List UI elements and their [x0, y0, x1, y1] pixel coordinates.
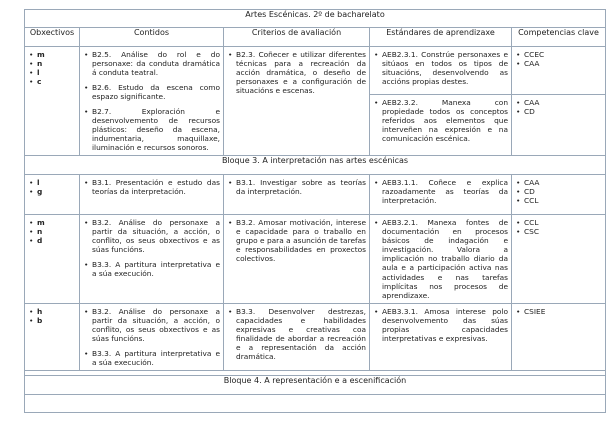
criterion-item: • B3.1. Investigar sobre as teorías da interpretación. — [228, 178, 366, 196]
empty-row — [25, 394, 606, 412]
criterion-item: • B3.2. Amosar motivación, interese e capacidade para o traballo en grupo e para a asunción de tarefas e responsabilidades en proxectos colectivos. — [228, 218, 366, 263]
competences-cell — [512, 94, 606, 156]
block-heading: Bloque 3. A interpretación nas artes escénicas — [25, 156, 606, 175]
contents-cell — [80, 47, 224, 156]
criteria-cell — [224, 303, 370, 370]
competence-item: • CCL — [516, 218, 602, 227]
competences-cell — [512, 303, 606, 370]
content-item: • B3.3. A partitura interpretativa e a súa execución. — [84, 260, 220, 278]
table-row — [25, 47, 606, 95]
objective-item: • m — [29, 50, 76, 59]
criterion-item: • B3.3. Desenvolver destrezas, capacidades e habilidades expresivas e creativas coa finalidade de abordar a recreación e a representación da acción dramática. — [228, 307, 366, 361]
standard-item: • AEB2.3.2. Manexa con propiedade todos os conceptos referidos aos elementos que interveñen na expresión e na comunicación escénica. — [374, 98, 508, 143]
objective-item: • h — [29, 307, 76, 316]
content-item: • B2.5. Análise do rol e do personaxe: da conduta dramática á conduta teatral. — [84, 50, 220, 77]
objectives-cell — [25, 303, 80, 370]
criteria-cell — [224, 175, 370, 215]
standard-item: • AEB3.2.1. Manexa fontes de documentación en procesos básicos de indagación e investigación. Valora a implicación no traballo diario da aula e a participación activa nas actividades e nas tarefas implícitas nos procesos de aprendizaxe. — [374, 218, 508, 299]
standards-cell — [370, 175, 512, 215]
objective-item: • c — [29, 77, 76, 86]
table-row — [25, 175, 606, 215]
competences-cell — [512, 175, 606, 215]
standards-cell — [370, 215, 512, 303]
competence-item: • CAA — [516, 178, 602, 187]
content-item: • B3.2. Análise do personaxe a partir da situación, a acción, o conflito, os seus obxectivos e as súas funcións. — [84, 307, 220, 343]
header-criteria: Criterios de avaliación — [224, 28, 370, 47]
objectives-cell — [25, 47, 80, 156]
objectives-cell — [25, 175, 80, 215]
header-competences: Competencias clave — [512, 28, 606, 47]
competence-item: • CSIEE — [516, 307, 602, 316]
competences-cell — [512, 47, 606, 95]
content-item: • B3.2. Análise do personaxe a partir da situación, a acción, o conflito, os seus obxectivos e as súas funcións. — [84, 218, 220, 254]
header-objectives: Obxectivos — [25, 28, 80, 47]
table-title: Artes Escénicas. 2º de bacharelato — [25, 10, 606, 28]
objective-item: • m — [29, 218, 76, 227]
competence-item: • CAA — [516, 98, 602, 107]
content-item: • B3.1. Presentación e estudo das teorías da interpretación. — [84, 178, 220, 196]
standards-cell — [370, 94, 512, 156]
standard-item: • AEB3.1.1. Coñece e explica razoadamente as teorías da interpretación. — [374, 178, 508, 205]
contents-cell — [80, 175, 224, 215]
curriculum-table — [24, 9, 606, 413]
objective-item: • g — [29, 187, 76, 196]
objective-item: • l — [29, 68, 76, 77]
competence-item: • CSC — [516, 227, 602, 236]
standard-item: • AEB3.3.1. Amosa interese polo desenvolvemento das súas propias capacidades interpretativas e expresivas. — [374, 307, 508, 343]
header-contents: Contidos — [80, 28, 224, 47]
content-item: • B2.7. Exploración e desenvolvemento de recursos plásticos: deseño da escena, indumentaria, maquillaxe, iluminación e recursos sonoros. — [84, 107, 220, 152]
content-item: • B2.6. Estudo da escena como espazo significante. — [84, 83, 220, 101]
competence-item: • CCEC — [516, 50, 602, 59]
header-row — [25, 28, 606, 47]
competences-cell — [512, 215, 606, 303]
competence-item: • CD — [516, 107, 602, 116]
standards-cell — [370, 47, 512, 95]
competence-item: • CCL — [516, 196, 602, 205]
criteria-cell — [224, 47, 370, 156]
standards-cell — [370, 303, 512, 370]
table-row — [25, 215, 606, 303]
competence-item: • CAA — [516, 59, 602, 68]
table-row — [25, 303, 606, 370]
header-standards: Estándares de aprendizaxe — [370, 28, 512, 47]
contents-cell — [80, 215, 224, 303]
criterion-item: • B2.3. Coñecer e utilizar diferentes técnicas para a recreación da acción dramática, o deseño de personaxes e a configuración de situacións e escenas. — [228, 50, 366, 95]
objectives-cell — [25, 215, 80, 303]
contents-cell — [80, 303, 224, 370]
criteria-cell — [224, 215, 370, 303]
objective-item: • n — [29, 227, 76, 236]
content-item: • B3.3. A partitura interpretativa e a súa execución. — [84, 349, 220, 367]
block-heading: Bloque 4. A representación e a escenificación — [25, 375, 606, 394]
competence-item: • CD — [516, 187, 602, 196]
objective-item: • b — [29, 316, 76, 325]
objective-item: • n — [29, 59, 76, 68]
objective-item: • d — [29, 236, 76, 245]
objective-item: • l — [29, 178, 76, 187]
standard-item: • AEB2.3.1. Constrúe personaxes e sitúaos en todos os tipos de situacións, desenvolvendo as accións propias destes. — [374, 50, 508, 86]
